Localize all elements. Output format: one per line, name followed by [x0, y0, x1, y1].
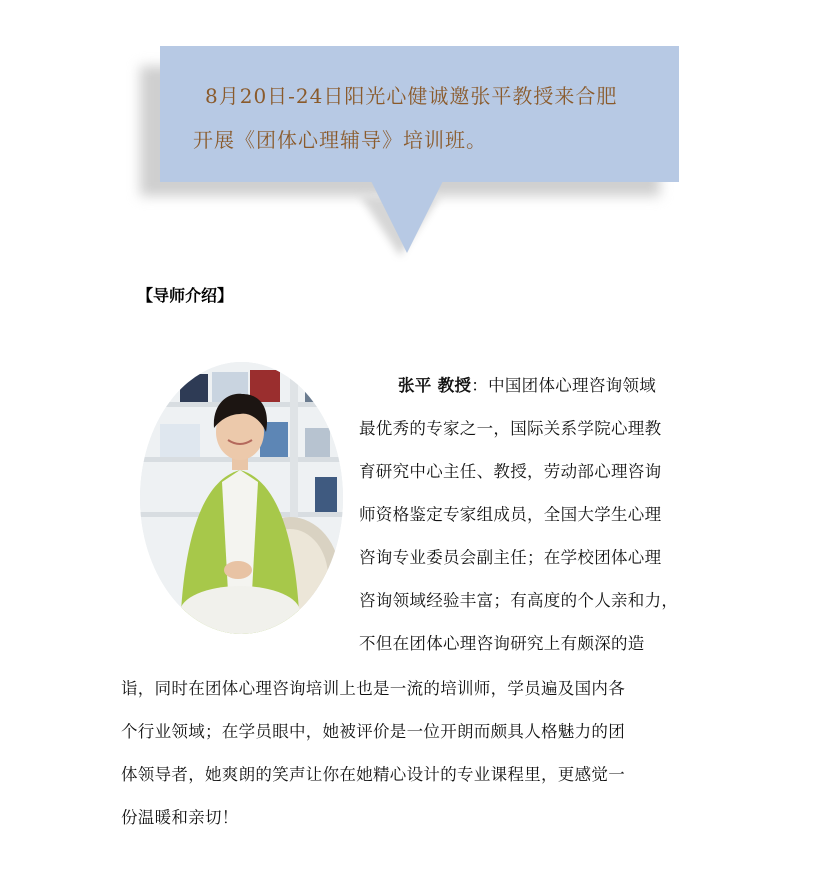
callout-arrow — [371, 181, 443, 253]
bio-line-1-text: 中国团体心理咨询领域 — [488, 376, 657, 395]
bio-line-2: 最优秀的专家之一，国际关系学院心理教 — [359, 419, 662, 438]
mentor-name: 张平 教授 — [398, 376, 472, 395]
callout-line-1: 8月20日-24日阳光心健诚邀张平教授来合肥 — [205, 84, 618, 108]
callout-text — [193, 74, 663, 162]
bio-line-11: 份温暖和亲切！ — [121, 808, 239, 827]
section-title: 【导师介绍】 — [137, 286, 234, 305]
bio-colon: ： — [471, 376, 489, 395]
bio-line-10: 体领导者，她爽朗的笑声让你在她精心设计的专业课程里，更感觉一 — [121, 765, 625, 784]
bio-line-6: 咨询领域经验丰富；有高度的个人亲和力， — [359, 591, 679, 610]
bio-line-1 — [398, 372, 656, 396]
mentor-portrait — [140, 362, 343, 634]
bio-line-5: 咨询专业委员会副主任；在学校团体心理 — [359, 548, 662, 567]
bio-line-4: 师资格鉴定专家组成员，全国大学生心理 — [359, 505, 662, 524]
callout-line-2: 开展《团体心理辅导》培训班。 — [193, 128, 487, 152]
bio-line-9: 个行业领域；在学员眼中，她被评价是一位开朗而颇具人格魅力的团 — [121, 722, 625, 741]
bio-line-7: 不但在团体心理咨询研究上有颇深的造 — [359, 634, 645, 653]
bio-line-3: 育研究中心主任、教授，劳动部心理咨询 — [359, 462, 662, 481]
bio-line-8: 诣，同时在团体心理咨询培训上也是一流的培训师，学员遍及国内各 — [121, 679, 625, 698]
